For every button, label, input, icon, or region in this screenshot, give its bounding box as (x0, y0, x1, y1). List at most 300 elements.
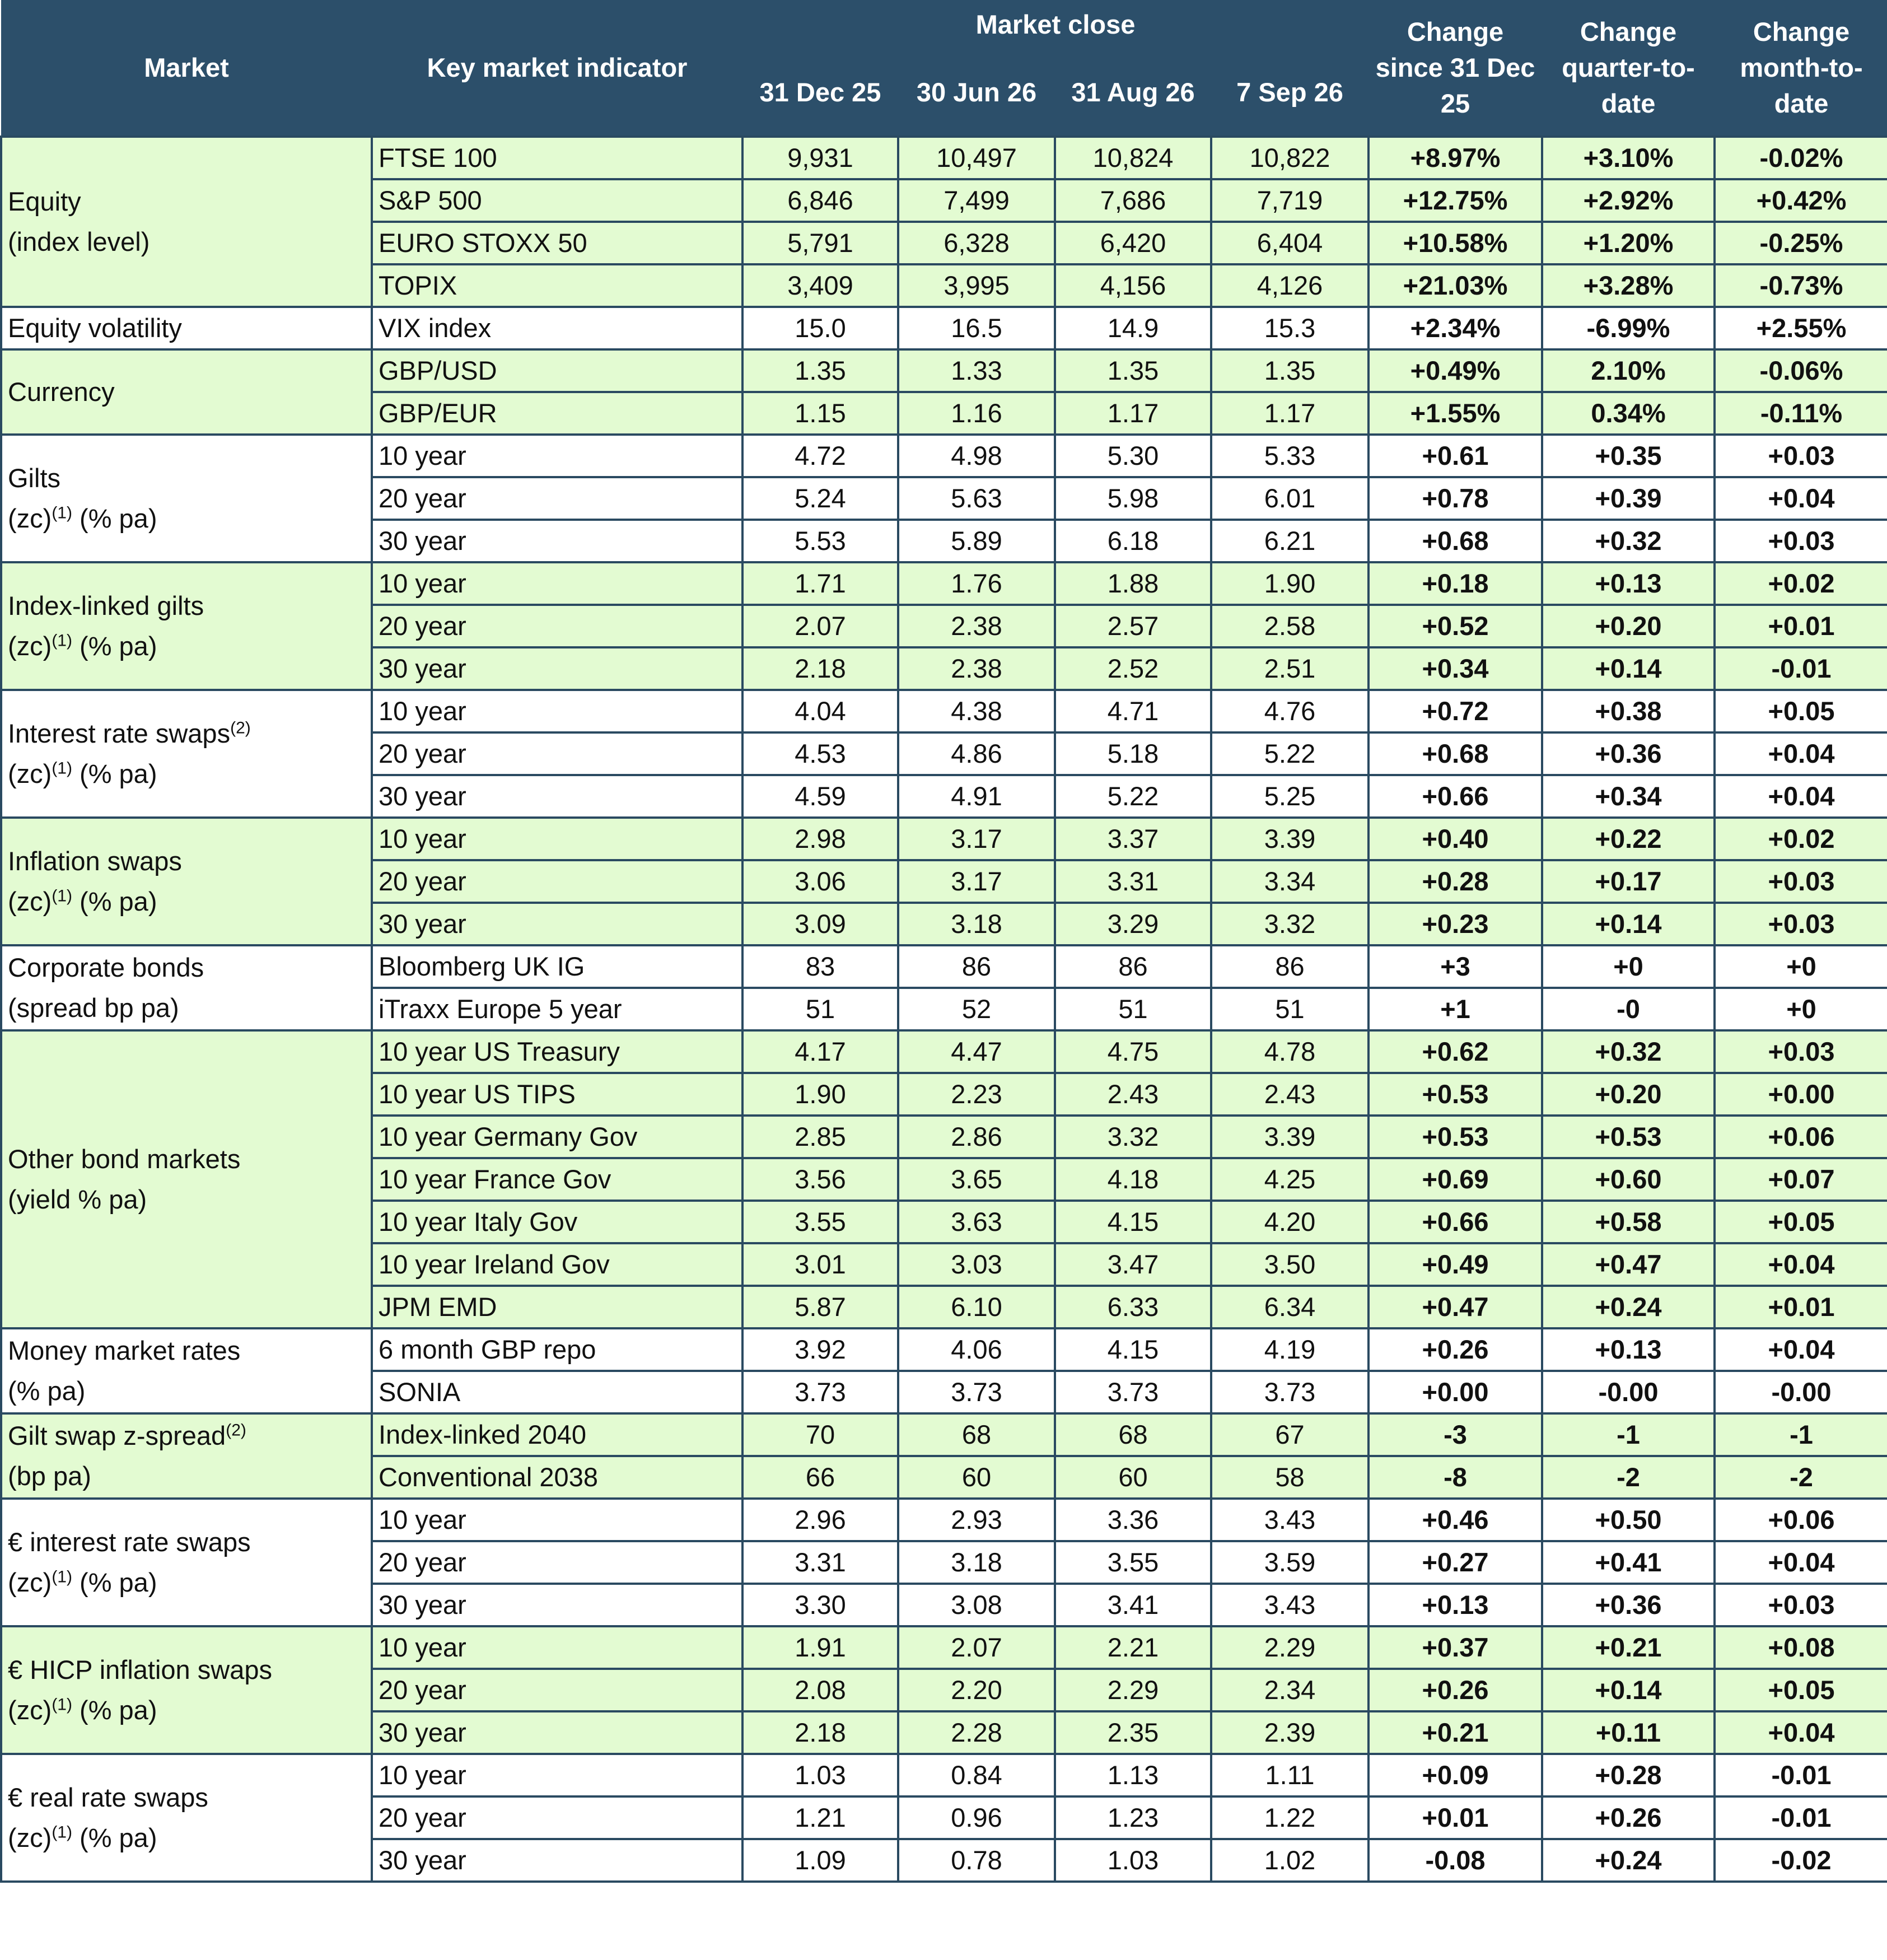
market-close-cell: 4.98 (898, 435, 1055, 477)
market-close-cell: 3.73 (1211, 1371, 1368, 1413)
change-cell: +1 (1368, 988, 1542, 1030)
market-group-label (1, 562, 372, 690)
market-close-cell: 5.89 (898, 520, 1055, 562)
indicator-cell: 10 year Ireland Gov (372, 1243, 742, 1286)
market-group-label-line: € real rate swaps (8, 1782, 208, 1812)
market-close-cell: 5.98 (1055, 477, 1211, 520)
market-group-label-line: (zc)$^{(1)}$ (% pa) (8, 886, 157, 916)
market-close-cell: 6.33 (1055, 1286, 1211, 1328)
change-cell: +0.72 (1368, 690, 1542, 732)
market-close-cell: 5.33 (1211, 435, 1368, 477)
market-close-cell: 14.9 (1055, 307, 1211, 349)
market-close-cell: 4.72 (742, 435, 898, 477)
header-date: 31 Aug 26 (1055, 49, 1211, 137)
change-cell: +0.49% (1368, 349, 1542, 392)
market-close-cell: 3,995 (898, 264, 1055, 307)
market-close-cell: 2.29 (1055, 1669, 1211, 1711)
market-group-label-line: Gilts (8, 463, 60, 493)
market-close-cell: 2.18 (742, 1711, 898, 1754)
indicator-cell: 30 year (372, 1711, 742, 1754)
indicator-cell: TOPIX (372, 264, 742, 307)
market-close-cell: 5.24 (742, 477, 898, 520)
market-close-cell: 7,499 (898, 179, 1055, 222)
change-cell: +0.62 (1368, 1030, 1542, 1073)
indicator-cell: 10 year France Gov (372, 1158, 742, 1201)
table-row (1, 1626, 1887, 1669)
market-close-cell: 2.38 (898, 647, 1055, 690)
market-group-label-line: (zc)$^{(1)}$ (% pa) (8, 631, 157, 661)
market-close-cell: 1.35 (1055, 349, 1211, 392)
change-cell: +21.03% (1368, 264, 1542, 307)
market-close-cell: 5.18 (1055, 732, 1211, 775)
market-close-cell: 4.20 (1211, 1201, 1368, 1243)
market-close-cell: 2.29 (1211, 1626, 1368, 1669)
market-close-cell: 68 (898, 1413, 1055, 1456)
table-row (1, 435, 1887, 477)
market-close-cell: 3.47 (1055, 1243, 1211, 1286)
market-close-cell: 2.52 (1055, 647, 1211, 690)
market-close-cell: 3.63 (898, 1201, 1055, 1243)
indicator-cell: 10 year (372, 562, 742, 605)
change-cell: +0.40 (1368, 818, 1542, 860)
market-close-cell: 3.17 (898, 818, 1055, 860)
indicator-cell: 20 year (372, 1541, 742, 1584)
change-cell: -0.25% (1715, 222, 1887, 264)
indicator-cell: 20 year (372, 477, 742, 520)
market-close-cell: 1.03 (742, 1754, 898, 1796)
market-close-cell: 16.5 (898, 307, 1055, 349)
change-cell: +0.02 (1715, 562, 1887, 605)
market-close-cell: 1.88 (1055, 562, 1211, 605)
change-cell: +0.13 (1368, 1584, 1542, 1626)
market-close-cell: 5.53 (742, 520, 898, 562)
market-group-label-line: (zc)$^{(1)}$ (% pa) (8, 759, 157, 788)
market-close-cell: 2.08 (742, 1669, 898, 1711)
change-cell: +0.04 (1715, 1328, 1887, 1371)
market-close-cell: 3.09 (742, 903, 898, 945)
change-cell: +0.13 (1542, 1328, 1715, 1371)
indicator-cell: 10 year Germany Gov (372, 1116, 742, 1158)
market-close-cell: 0.96 (898, 1796, 1055, 1839)
market-close-cell: 5.87 (742, 1286, 898, 1328)
change-cell: +0.27 (1368, 1541, 1542, 1584)
market-close-cell: 6,846 (742, 179, 898, 222)
market-group-label-line: Currency (8, 377, 115, 407)
market-close-cell: 3.18 (898, 1541, 1055, 1584)
change-cell: +0.05 (1715, 1201, 1887, 1243)
table-row (1, 1413, 1887, 1456)
market-close-cell: 1.91 (742, 1626, 898, 1669)
market-close-cell: 2.38 (898, 605, 1055, 647)
indicator-cell: FTSE 100 (372, 137, 742, 179)
market-group-label-line: Inflation swaps (8, 846, 182, 876)
change-cell: +0.20 (1542, 1073, 1715, 1116)
market-close-cell: 0.78 (898, 1839, 1055, 1882)
market-close-cell: 2.93 (898, 1499, 1055, 1541)
market-close-cell: 83 (742, 945, 898, 988)
change-cell: +0 (1715, 988, 1887, 1030)
market-close-cell: 9,931 (742, 137, 898, 179)
market-close-cell: 1.16 (898, 392, 1055, 435)
change-cell: +0.11 (1542, 1711, 1715, 1754)
change-cell: +0.03 (1715, 903, 1887, 945)
market-close-cell: 6,404 (1211, 222, 1368, 264)
change-cell: -0.73% (1715, 264, 1887, 307)
market-close-cell: 3,409 (742, 264, 898, 307)
change-cell: +0.03 (1715, 1030, 1887, 1073)
change-cell: -0.02 (1715, 1839, 1887, 1882)
change-cell: +0.02 (1715, 818, 1887, 860)
table-row (1, 562, 1887, 605)
table-body (1, 137, 1887, 1882)
market-group-label-line: Other bond markets (8, 1144, 241, 1174)
change-cell: +0.36 (1542, 1584, 1715, 1626)
change-cell: +3.28% (1542, 264, 1715, 307)
change-cell: +0.68 (1368, 732, 1542, 775)
market-close-cell: 1.90 (742, 1073, 898, 1116)
change-cell: +0.35 (1542, 435, 1715, 477)
change-cell: +0.32 (1542, 520, 1715, 562)
market-close-cell: 2.18 (742, 647, 898, 690)
market-close-cell: 3.37 (1055, 818, 1211, 860)
market-group-label-line: € HICP inflation swaps (8, 1655, 272, 1684)
change-cell: +0.28 (1368, 860, 1542, 903)
market-close-cell: 4.38 (898, 690, 1055, 732)
market-close-cell: 3.59 (1211, 1541, 1368, 1584)
change-cell: +0.04 (1715, 1243, 1887, 1286)
market-close-cell: 2.39 (1211, 1711, 1368, 1754)
market-close-cell: 5.30 (1055, 435, 1211, 477)
change-cell: +0.28 (1542, 1754, 1715, 1796)
change-cell: +0.06 (1715, 1499, 1887, 1541)
change-cell: +3 (1368, 945, 1542, 988)
market-close-cell: 6.34 (1211, 1286, 1368, 1328)
market-close-cell: 6.21 (1211, 520, 1368, 562)
header-change-since: Change since 31 Dec 25 (1368, 0, 1542, 137)
market-close-cell: 3.56 (742, 1158, 898, 1201)
market-close-cell: 2.57 (1055, 605, 1211, 647)
change-cell: +0.03 (1715, 860, 1887, 903)
market-close-cell: 86 (1211, 945, 1368, 988)
change-cell: +0.03 (1715, 520, 1887, 562)
change-cell: +0.37 (1368, 1626, 1542, 1669)
indicator-cell: 10 year (372, 1626, 742, 1669)
market-close-cell: 4.06 (898, 1328, 1055, 1371)
header-date: 7 Sep 26 (1211, 49, 1368, 137)
market-close-cell: 60 (1055, 1456, 1211, 1499)
market-close-cell: 6.18 (1055, 520, 1211, 562)
market-close-cell: 3.31 (1055, 860, 1211, 903)
market-close-cell: 3.36 (1055, 1499, 1211, 1541)
market-group-label-line: (zc)$^{(1)}$ (% pa) (8, 503, 157, 533)
market-close-cell: 4.18 (1055, 1158, 1211, 1201)
market-close-cell: 1.33 (898, 349, 1055, 392)
change-cell: +0.32 (1542, 1030, 1715, 1073)
change-cell: +0.03 (1715, 1584, 1887, 1626)
market-close-cell: 6.01 (1211, 477, 1368, 520)
market-group-label (1, 435, 372, 562)
market-close-cell: 1.11 (1211, 1754, 1368, 1796)
table-row (1, 818, 1887, 860)
market-close-cell: 3.43 (1211, 1584, 1368, 1626)
market-group-label-line: (index level) (8, 227, 150, 256)
change-cell: 0.34% (1542, 392, 1715, 435)
market-group-label-line: Equity volatility (8, 313, 182, 343)
change-cell: -8 (1368, 1456, 1542, 1499)
indicator-cell: JPM EMD (372, 1286, 742, 1328)
market-close-cell: 3.41 (1055, 1584, 1211, 1626)
market-close-cell: 1.17 (1055, 392, 1211, 435)
market-group-label (1, 1030, 372, 1328)
header-date: 30 Jun 26 (898, 49, 1055, 137)
market-close-cell: 4.17 (742, 1030, 898, 1073)
market-group-label (1, 307, 372, 349)
market-group-label-line: € interest rate swaps (8, 1527, 251, 1557)
market-close-cell: 3.55 (742, 1201, 898, 1243)
indicator-cell: 20 year (372, 1669, 742, 1711)
change-cell: -1 (1715, 1413, 1887, 1456)
change-cell: +0.24 (1542, 1286, 1715, 1328)
market-close-cell: 1.17 (1211, 392, 1368, 435)
market-close-cell: 1.71 (742, 562, 898, 605)
market-group-label-line: (zc)$^{(1)}$ (% pa) (8, 1567, 157, 1597)
market-close-cell: 4.86 (898, 732, 1055, 775)
market-group-label (1, 1626, 372, 1754)
market-close-cell: 3.55 (1055, 1541, 1211, 1584)
change-cell: +0.78 (1368, 477, 1542, 520)
header-change-qtd: Change quarter-to-date (1542, 0, 1715, 137)
market-close-cell: 6,420 (1055, 222, 1211, 264)
market-group-label (1, 1499, 372, 1626)
change-cell: +0.18 (1368, 562, 1542, 605)
market-close-cell: 2.43 (1211, 1073, 1368, 1116)
market-close-cell: 4.76 (1211, 690, 1368, 732)
change-cell: -0.11% (1715, 392, 1887, 435)
change-cell: +0.01 (1715, 1286, 1887, 1328)
indicator-cell: GBP/EUR (372, 392, 742, 435)
market-close-cell: 7,719 (1211, 179, 1368, 222)
indicator-cell: 10 year Italy Gov (372, 1201, 742, 1243)
change-cell: +0.38 (1542, 690, 1715, 732)
market-close-cell: 68 (1055, 1413, 1211, 1456)
header-indicator: Key market indicator (372, 0, 742, 137)
indicator-cell: 10 year US Treasury (372, 1030, 742, 1073)
indicator-cell: VIX index (372, 307, 742, 349)
market-close-cell: 10,497 (898, 137, 1055, 179)
table-row (1, 1754, 1887, 1796)
change-cell: +0.13 (1542, 562, 1715, 605)
change-cell: +10.58% (1368, 222, 1542, 264)
indicator-cell: 20 year (372, 1796, 742, 1839)
change-cell: +0.26 (1542, 1796, 1715, 1839)
market-close-cell: 15.0 (742, 307, 898, 349)
indicator-cell: 20 year (372, 732, 742, 775)
market-close-cell: 1.35 (742, 349, 898, 392)
market-close-cell: 3.39 (1211, 1116, 1368, 1158)
change-cell: +3.10% (1542, 137, 1715, 179)
change-cell: +0.49 (1368, 1243, 1542, 1286)
market-close-cell: 3.08 (898, 1584, 1055, 1626)
market-group-label-line: Equity (8, 186, 81, 216)
change-cell: +0.04 (1715, 732, 1887, 775)
market-close-cell: 4.78 (1211, 1030, 1368, 1073)
market-close-cell: 58 (1211, 1456, 1368, 1499)
change-cell: +0.36 (1542, 732, 1715, 775)
market-close-cell: 1.23 (1055, 1796, 1211, 1839)
change-cell: +0.01 (1715, 605, 1887, 647)
market-close-cell: 2.34 (1211, 1669, 1368, 1711)
change-cell: -6.99% (1542, 307, 1715, 349)
change-cell: -0.01 (1715, 647, 1887, 690)
table-row (1, 1328, 1887, 1371)
market-group-label-line: (bp pa) (8, 1461, 91, 1491)
market-close-cell: 2.23 (898, 1073, 1055, 1116)
change-cell: +0.01 (1368, 1796, 1542, 1839)
change-cell: +0.47 (1542, 1243, 1715, 1286)
change-cell: +0.04 (1715, 1541, 1887, 1584)
market-group-label (1, 1754, 372, 1882)
market-close-cell: 3.06 (742, 860, 898, 903)
market-group-label-line: (% pa) (8, 1376, 86, 1406)
change-cell: +8.97% (1368, 137, 1542, 179)
change-cell: +0.14 (1542, 647, 1715, 690)
market-close-cell: 52 (898, 988, 1055, 1030)
change-cell: +0.34 (1368, 647, 1542, 690)
indicator-cell: S&P 500 (372, 179, 742, 222)
indicator-cell: 30 year (372, 1839, 742, 1882)
change-cell: +0.69 (1368, 1158, 1542, 1201)
market-close-cell: 3.65 (898, 1158, 1055, 1201)
change-cell: +0.26 (1368, 1328, 1542, 1371)
indicator-cell: 10 year (372, 435, 742, 477)
market-close-cell: 2.35 (1055, 1711, 1211, 1754)
market-close-cell: 4.15 (1055, 1328, 1211, 1371)
market-close-cell: 2.07 (742, 605, 898, 647)
change-cell: -1 (1542, 1413, 1715, 1456)
market-group-label-line: (yield % pa) (8, 1184, 147, 1214)
change-cell: -0.00 (1542, 1371, 1715, 1413)
header-date: 31 Dec 25 (742, 49, 898, 137)
market-group-label-line: Money market rates (8, 1336, 241, 1365)
market-close-cell: 3.03 (898, 1243, 1055, 1286)
market-close-cell: 4.59 (742, 775, 898, 818)
market-close-cell: 51 (742, 988, 898, 1030)
indicator-cell: 30 year (372, 520, 742, 562)
change-cell: +0.66 (1368, 775, 1542, 818)
indicator-cell: Bloomberg UK IG (372, 945, 742, 988)
change-cell: +0.58 (1542, 1201, 1715, 1243)
change-cell: -0.02% (1715, 137, 1887, 179)
change-cell: +0.68 (1368, 520, 1542, 562)
change-cell: +0.66 (1368, 1201, 1542, 1243)
market-close-cell: 3.30 (742, 1584, 898, 1626)
market-group-label-line: Interest rate swaps$^{(2)}$ (8, 718, 251, 748)
change-cell: +0.21 (1368, 1711, 1542, 1754)
market-close-cell: 5.22 (1055, 775, 1211, 818)
change-cell: +0.23 (1368, 903, 1542, 945)
table-row (1, 1030, 1887, 1073)
change-cell: -3 (1368, 1413, 1542, 1456)
change-cell: +0.00 (1715, 1073, 1887, 1116)
indicator-cell: 30 year (372, 775, 742, 818)
market-close-cell: 4.04 (742, 690, 898, 732)
indicator-cell: 10 year (372, 690, 742, 732)
change-cell: -0 (1542, 988, 1715, 1030)
market-close-cell: 1.22 (1211, 1796, 1368, 1839)
market-close-cell: 2.86 (898, 1116, 1055, 1158)
market-close-cell: 3.18 (898, 903, 1055, 945)
market-group-label (1, 349, 372, 435)
change-cell: +0.22 (1542, 818, 1715, 860)
market-close-cell: 3.17 (898, 860, 1055, 903)
market-close-cell: 3.01 (742, 1243, 898, 1286)
market-group-label-line: Index-linked gilts (8, 591, 204, 620)
market-close-cell: 2.96 (742, 1499, 898, 1541)
indicator-cell: 20 year (372, 605, 742, 647)
change-cell: +0.14 (1542, 903, 1715, 945)
change-cell: +2.92% (1542, 179, 1715, 222)
header-market-close: Market close (742, 0, 1368, 49)
market-close-cell: 4.91 (898, 775, 1055, 818)
change-cell: +0 (1542, 945, 1715, 988)
market-close-cell: 3.43 (1211, 1499, 1368, 1541)
header-market: Market (1, 0, 372, 137)
table-row (1, 137, 1887, 179)
market-close-cell: 6,328 (898, 222, 1055, 264)
market-close-cell: 2.43 (1055, 1073, 1211, 1116)
market-close-cell: 86 (1055, 945, 1211, 988)
market-close-cell: 2.21 (1055, 1626, 1211, 1669)
change-cell: +0.04 (1715, 1711, 1887, 1754)
market-close-cell: 10,822 (1211, 137, 1368, 179)
change-cell: +0.53 (1368, 1073, 1542, 1116)
market-close-cell: 51 (1055, 988, 1211, 1030)
table-row (1, 307, 1887, 349)
change-cell: +0.08 (1715, 1626, 1887, 1669)
market-close-cell: 3.73 (1055, 1371, 1211, 1413)
change-cell: +0.42% (1715, 179, 1887, 222)
change-cell: -0.00 (1715, 1371, 1887, 1413)
change-cell: +0.50 (1542, 1499, 1715, 1541)
market-close-cell: 4.19 (1211, 1328, 1368, 1371)
market-close-cell: 3.32 (1211, 903, 1368, 945)
market-group-label-line: Gilt swap z-spread$^{(2)}$ (8, 1421, 246, 1450)
change-cell: +12.75% (1368, 179, 1542, 222)
market-close-cell: 2.85 (742, 1116, 898, 1158)
change-cell: +0.34 (1542, 775, 1715, 818)
market-close-cell: 2.20 (898, 1669, 1055, 1711)
market-group-label (1, 690, 372, 818)
market-close-cell: 1.90 (1211, 562, 1368, 605)
market-close-cell: 3.34 (1211, 860, 1368, 903)
change-cell: +1.55% (1368, 392, 1542, 435)
table-row (1, 690, 1887, 732)
indicator-cell: 30 year (372, 1584, 742, 1626)
indicator-cell: 6 month GBP repo (372, 1328, 742, 1371)
market-close-cell: 3.73 (742, 1371, 898, 1413)
market-group-label-line: (zc)$^{(1)}$ (% pa) (8, 1823, 157, 1852)
change-cell: -0.01 (1715, 1754, 1887, 1796)
market-close-cell: 1.21 (742, 1796, 898, 1839)
market-close-cell: 2.07 (898, 1626, 1055, 1669)
market-close-cell: 4.75 (1055, 1030, 1211, 1073)
change-cell: +0.46 (1368, 1499, 1542, 1541)
market-close-cell: 67 (1211, 1413, 1368, 1456)
market-close-cell: 86 (898, 945, 1055, 988)
change-cell: +2.34% (1368, 307, 1542, 349)
market-close-cell: 4,126 (1211, 264, 1368, 307)
market-close-cell: 3.29 (1055, 903, 1211, 945)
